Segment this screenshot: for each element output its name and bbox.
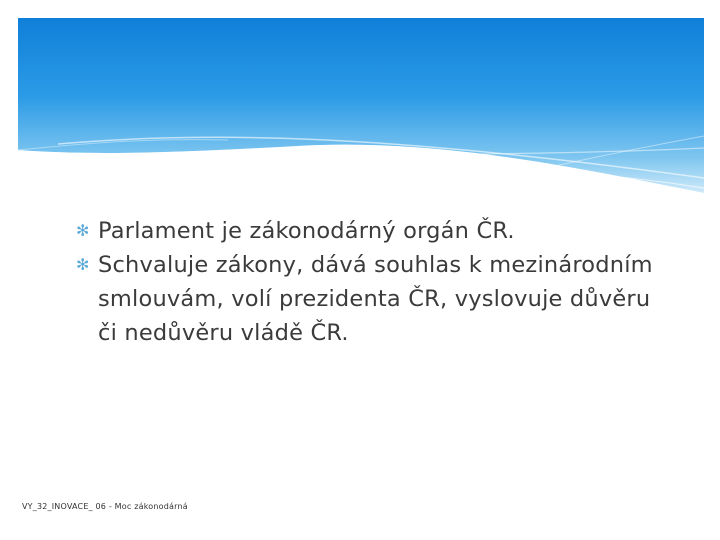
bullet-item: [74, 214, 674, 248]
asterisk-bullet-icon: ✻: [76, 221, 90, 240]
bullet-text: Parlament je zákonodárný orgán ČR.: [98, 218, 515, 244]
header-banner: [18, 18, 704, 198]
bullet-list: [74, 214, 674, 350]
wave-banner-graphic: [18, 18, 704, 198]
asterisk-bullet-icon: ✻: [76, 255, 90, 274]
footer-text: VY_32_INOVACE_ 06 - Moc zákonodárná: [22, 502, 188, 511]
bullet-text: Schvaluje zákony, dává souhlas k mezinárodním smlouvám, volí prezidenta ČR, vyslovuje důvěru či nedůvěru vládě ČR.: [98, 252, 653, 346]
bullet-item: [74, 248, 674, 350]
